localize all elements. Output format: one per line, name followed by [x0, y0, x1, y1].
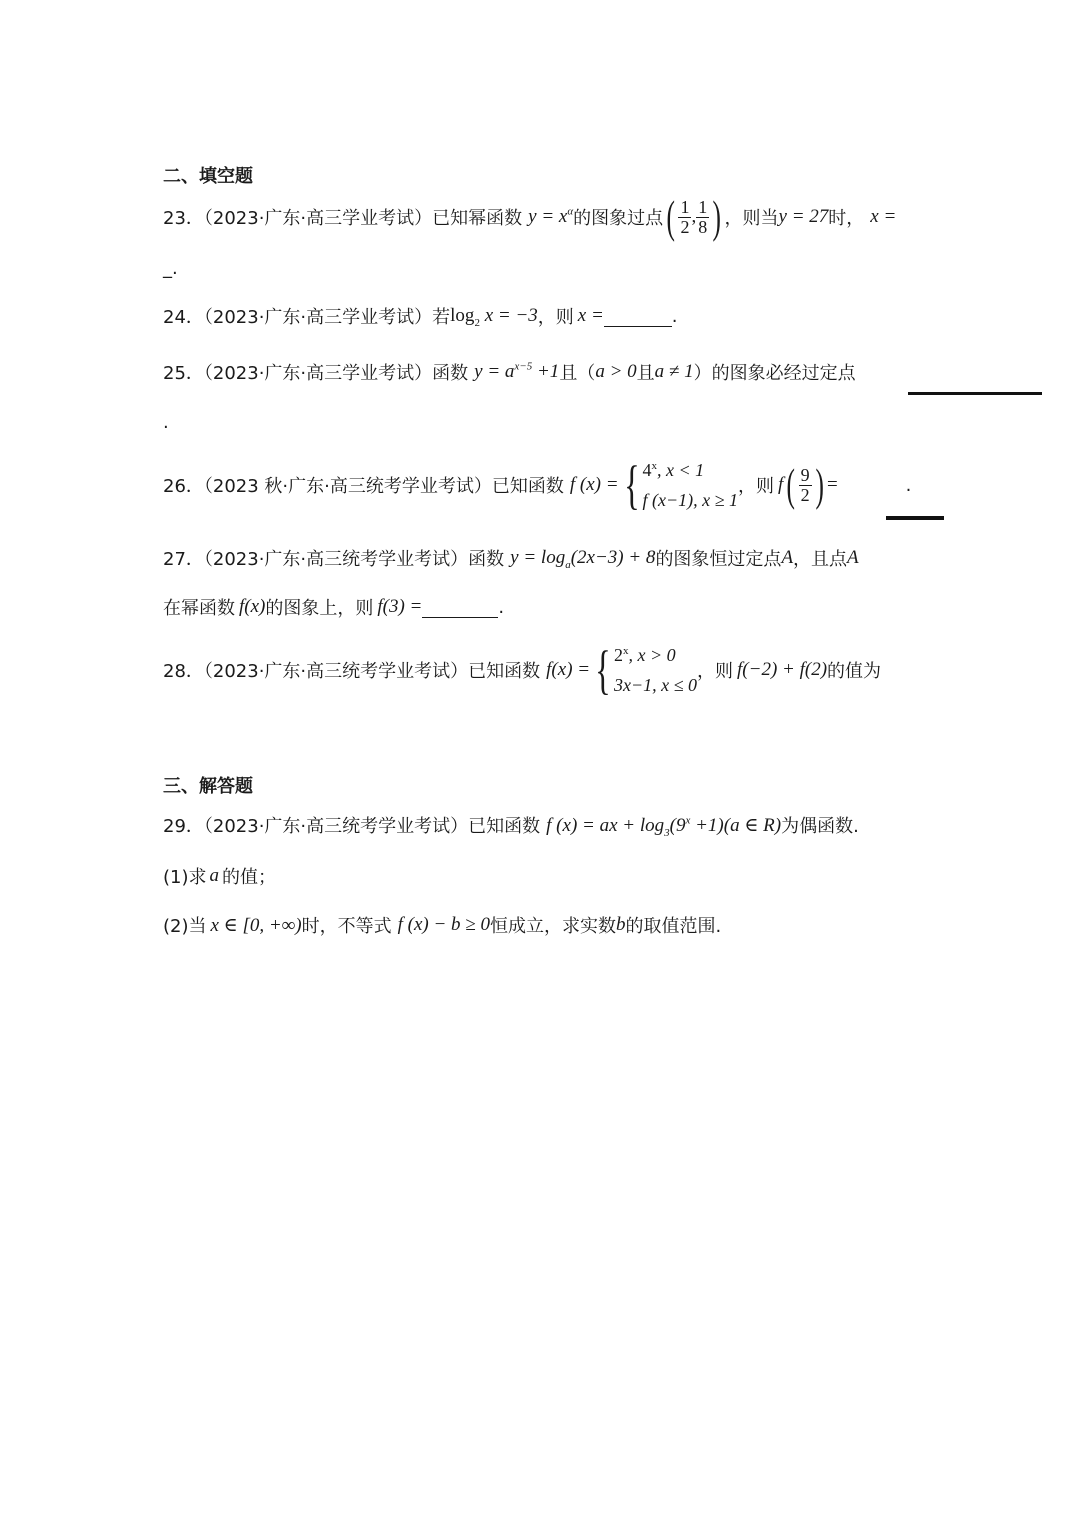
q28-expr: f(−2) + f(2): [737, 659, 828, 680]
q27-func: $y = \log_a(2x-3) + 8$: [510, 547, 656, 571]
q29-part2: (2)当 x ∈ [0, +∞) 时，不等式 f (x) − b ≥ 0 恒成立，求实数 b 的取值范围.: [163, 914, 722, 937]
q25-cond2: a ≠ 1: [654, 361, 694, 382]
q27-point-a: A: [781, 547, 794, 568]
q23-mid: 的图象过点: [573, 208, 664, 229]
q27-tail2: ，且点: [793, 549, 848, 570]
q26-arg: ( $\frac{9}{2}$ ): [786, 459, 824, 510]
question-25: [163, 358, 856, 386]
q27-answer-blank: [422, 597, 498, 618]
q26-eq: =: [826, 474, 838, 495]
q26-brace: {: [623, 455, 640, 515]
q25-cond1: a > 0: [595, 361, 637, 382]
q26-end: .: [905, 474, 912, 496]
question-27-line2: [163, 593, 504, 621]
question-26: [163, 452, 911, 518]
q23-cond: y = 27: [778, 206, 829, 227]
q24-xeq: x =: [577, 305, 604, 326]
q23-point: ( $\frac{1}{2}$ , $\frac{1}{8}$ ): [666, 191, 722, 242]
q26-answer-blank: [886, 516, 944, 520]
q28-then: ，则: [697, 661, 734, 682]
q24-head: 24．（2023·广东·高三学业考试）若: [163, 307, 451, 328]
q23-frac1: $\frac{1}{2}$: [680, 196, 690, 237]
q25-continuation: .: [163, 412, 169, 433]
question-23: [163, 191, 897, 242]
q28-brace: {: [595, 640, 611, 700]
q23-xeq: x =: [870, 206, 897, 227]
section-title-solutions: 三、解答题: [163, 776, 253, 797]
q24-end: .: [671, 305, 678, 327]
question-27: [163, 544, 859, 572]
q26-then: ，则: [738, 476, 774, 497]
q25-and: 且: [636, 363, 655, 384]
q29-part1: (1)求 a 的值；: [163, 865, 276, 888]
q25-func: $y = a^{x-5} +1$: [474, 360, 560, 382]
q24-tail: ，则: [537, 307, 574, 328]
q27-line2b: 的图象上，则: [265, 598, 374, 619]
q25-answer-blank: [908, 392, 1042, 395]
q28-head: 28．（2023·广东·高三统考学业考试）已知函数: [163, 661, 541, 682]
question-29: [163, 810, 859, 840]
q28-fx: f(x) =: [546, 659, 591, 680]
q26-head: 26．（2023 秋·广东·高三统考学业考试）已知函数: [163, 476, 564, 497]
q26-cases: 4$^x$, x < 1 f (x−1), x ≥ 1: [642, 460, 738, 510]
q27-fx: f(x): [239, 596, 266, 617]
q28-tail: 的值为: [827, 661, 882, 682]
question-28: [163, 638, 881, 702]
q27-end: .: [498, 596, 505, 618]
q25-mid: 且（: [559, 363, 596, 384]
q23-tail: 时，: [828, 208, 865, 229]
q29-expr: f (x) = ax + $\log_3(9^x +1)(a$ ∈ R): [546, 814, 782, 839]
section-title-fill-in: 二、填空题: [163, 166, 253, 187]
q27-point-a2: A: [847, 547, 859, 568]
q27-f3: f(3) =: [377, 596, 423, 617]
q25-tail: ）的图象必经过定点: [693, 363, 856, 384]
q23-then: ，则当: [724, 208, 779, 229]
q26-fx: f (x) =: [569, 474, 619, 495]
q23-frac2: $\frac{1}{8}$: [698, 196, 708, 237]
q23-head: 23．（2023·广东·高三学业考试）已知幂函数: [163, 208, 523, 229]
q23-func: $y = x^\alpha$: [528, 205, 574, 227]
q26-f: f: [778, 474, 784, 495]
q28-cases: 2$^x$, x > 0 3x−1, x ≤ 0: [614, 645, 698, 695]
q24-answer-blank: [604, 306, 672, 327]
q29-tail: 为偶函数.: [781, 816, 859, 837]
q29-head: 29．（2023·广东·高三统考学业考试）已知函数: [163, 816, 541, 837]
q27-line2a: 在幂函数: [163, 598, 235, 619]
q27-head: 27．（2023·广东·高三统考学业考试）函数: [163, 549, 505, 570]
q25-head: 25．（2023·广东·高三学业考试）函数: [163, 363, 469, 384]
q23-continuation: _.: [163, 258, 178, 279]
question-24: [163, 302, 678, 330]
q24-log: $\log_2 x = -3$: [450, 305, 538, 329]
q27-tail: 的图象恒过定点: [655, 549, 782, 570]
